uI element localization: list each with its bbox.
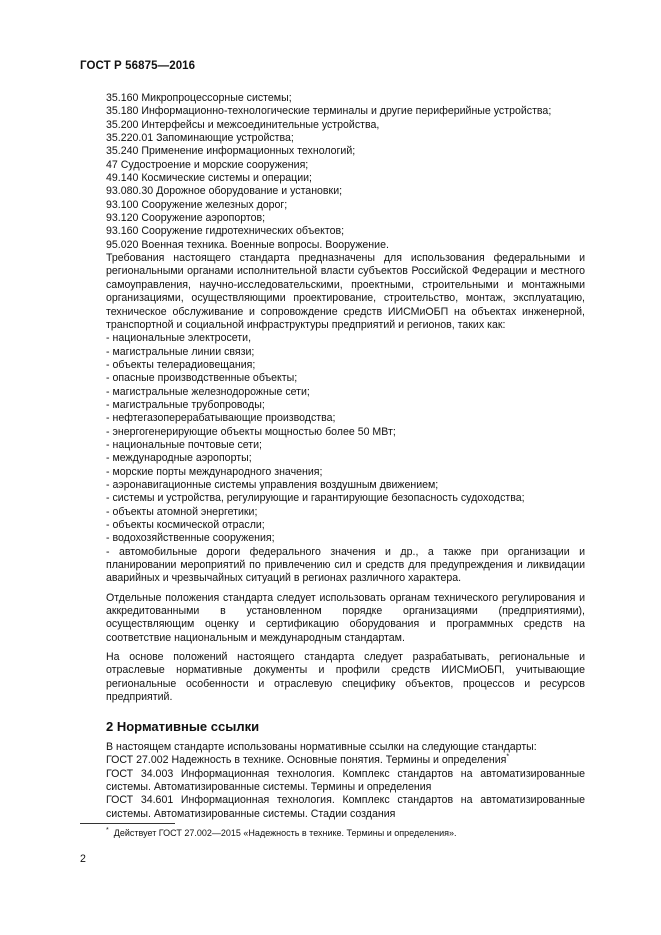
classifier-code-item: 93.100 Сооружение железных дорог; (106, 198, 288, 211)
requirements-paragraph: Требования настоящего стандарта предназначены для использования федеральными и региональными органами исполнительной власти субъектов Российской Федерации и местного самоуправления, научно-исследовательскими, проектными, строительными и монтажными организациями, осуществляющими проектирование, строительство, монтаж, эксплуатацию, техническое обслуживание и сопровождение средств ИИСМиОБП на объектах инженерной, транспортной и социальной инфраструктуры предприятий и регионов, таких как: (106, 252, 585, 331)
footnote (106, 828, 457, 838)
object-list-item: - аэронавигационные системы управления воздушным движением; (106, 478, 439, 491)
object-list-item: - опасные производственные объекты; (106, 372, 298, 385)
reference-text: ГОСТ 27.002 Надежность в технике. Основные понятия. Термины и определения (106, 754, 507, 767)
object-list-item: - магистральные железнодорожные сети; (106, 385, 310, 398)
classifier-code-item: 47 Судостроение и морские сооружения; (106, 158, 309, 171)
classifier-code-item: 35.180 Информационно-технологические терминалы и другие периферийные устройства; (106, 105, 552, 118)
object-list-item: - магистральные линии связи; (106, 345, 255, 358)
object-list-item: - нефтегазоперерабатывающие производства; (106, 412, 336, 425)
classifier-code-item: 95.020 Военная техника. Военные вопросы. Вооружение. (106, 238, 389, 251)
footnote-mark: * (106, 827, 109, 834)
classifier-code-item: 35.200 Интерфейсы и межсоединительные устройства, (106, 118, 380, 131)
page-number: 2 (80, 853, 86, 865)
classifier-code-item: 93.080.30 Дорожное оборудование и установки; (106, 185, 343, 198)
footnote-marker: * (506, 753, 510, 761)
object-list-item: - международные аэропорты; (106, 452, 252, 465)
classifier-codes-list (80, 92, 585, 252)
object-list-item: - национальные почтовые сети; (106, 438, 262, 451)
object-list-item: - морские порты международного значения; (106, 465, 323, 478)
footnote-text: Действует ГОСТ 27.002—2015 «Надежность в технике. Термины и определения». (113, 828, 457, 838)
reference-item: ГОСТ 34.003 Информационная технология. Комплекс стандартов на автоматизированные системы. Автоматизированные системы. Термины и определения (106, 767, 585, 793)
basis-paragraph: На основе положений настоящего стандарта следует разрабатывать, региональные и отраслевые нормативные документы и профили средств ИИСМиОБП, учитывающие региональные особенности и отраслевую специфику объектов, процессов и ресурсов предприятий. (106, 651, 585, 704)
document-header: ГОСТ Р 56875—2016 (80, 60, 196, 72)
object-list-item: - водохозяйственные сооружения; (106, 532, 275, 545)
classifier-code-item: 35.160 Микропроцессорные системы; (106, 92, 292, 104)
classifier-code-item: 35.220.01 Запоминающие устройства; (106, 132, 294, 145)
reference-item: ГОСТ 34.601 Информационная технология. Комплекс стандартов на автоматизированные системы. Автоматизированные системы. Стадии создания (106, 794, 585, 820)
classifier-code-item: 93.120 Сооружение аэропортов; (106, 212, 266, 225)
classifier-code-item: 35.240 Применение информационных технологий; (106, 145, 356, 158)
classifier-code-item: 49.140 Космические системы и операции; (106, 172, 312, 185)
separate-provisions-paragraph: Отдельные положения стандарта следует использовать органам технического регулирования и аккредитованными в установленном порядке организациями (предприятиями), осуществляющим оценку и сертификацию оборудования и программных средств на соответствие национальным и международным стандартам. (106, 591, 585, 644)
object-list-item: - системы и устройства, регулирующие и гарантирующие безопасность судоходства; (106, 492, 525, 505)
classifier-code-item: 93.160 Сооружение гидротехнических объектов; (106, 225, 345, 238)
object-list-item: - объекты телерадиовещания; (106, 358, 256, 371)
last-item-paragraph: - автомобильные дороги федерального значения и др., а также при организации и планировании мероприятий по привлечению сил и средств для предупреждения и ликвидации аварийных и чрезвычайных ситуаций в регионах различного характера. (106, 545, 585, 585)
footnote-divider (80, 823, 175, 824)
object-list-item: - объекты атомной энергетики; (106, 505, 258, 518)
page-body (80, 92, 585, 821)
objects-list (80, 332, 585, 546)
reference-item (80, 754, 585, 767)
section-heading: 2 Нормативные ссылки (106, 719, 260, 735)
object-list-item: - национальные электросети, (106, 332, 252, 345)
references-intro: В настоящем стандарте использованы нормативные ссылки на следующие стандарты: (106, 740, 537, 753)
object-list-item: - объекты космической отрасли; (106, 519, 265, 531)
object-list-item: - магистральные трубопроводы; (106, 398, 265, 411)
object-list-item: - энергогенерирующие объекты мощностью более 50 МВт; (106, 425, 396, 438)
